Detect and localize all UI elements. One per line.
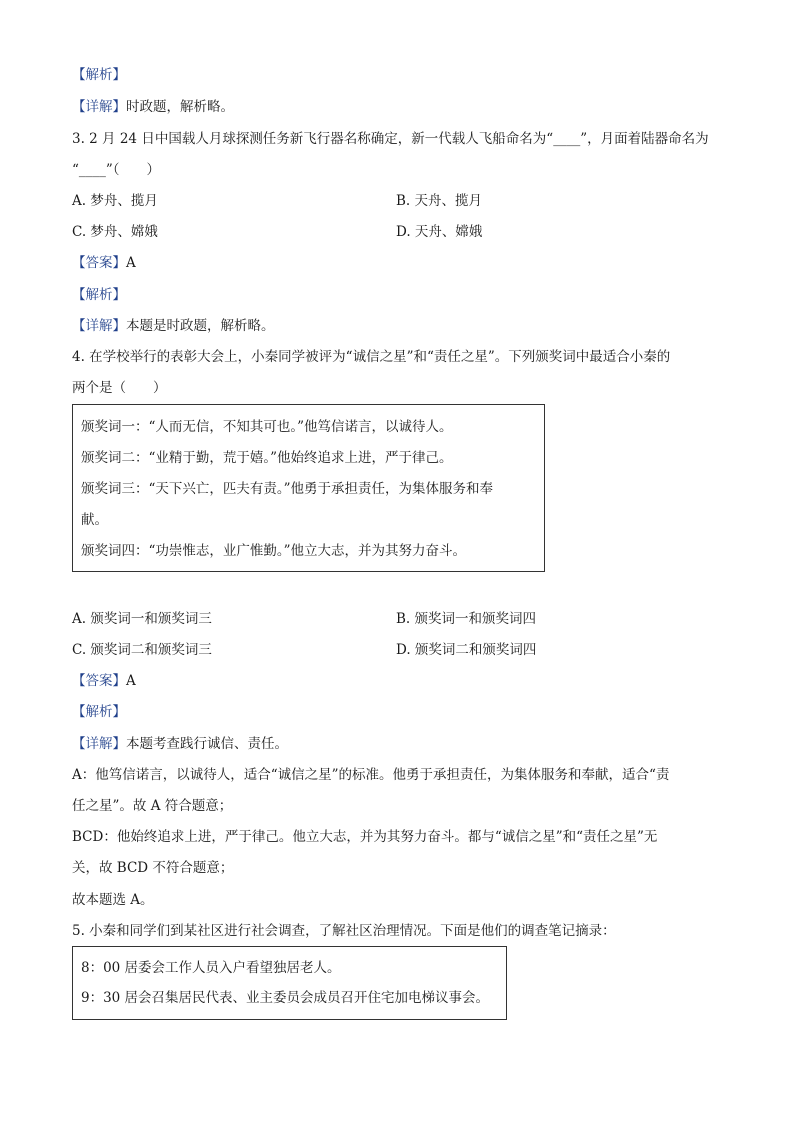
- q3-detail-tag: 【详解】: [72, 318, 126, 334]
- q4-stem-line1: 4. 在学校举行的表彰大会上，小秦同学被评为“诚信之星”和“责任之星”。下列颁奖词中最适合小秦的: [72, 349, 671, 365]
- q4-box-line4: 献。: [81, 512, 108, 528]
- q4-detail-text: 本题考查践行诚信、责任。: [126, 736, 288, 752]
- q3-stem-line1: 3. 2 月 24 日中国载人月球探测任务新飞行器名称确定，新一代载人飞船命名为“____”，月面着陆器命名为: [72, 131, 709, 147]
- q5-box-line1: 8：00 居委会工作人员入户看望独居老人。: [81, 960, 341, 976]
- q4-detail: [72, 734, 288, 754]
- q2-detail-tag: 【详解】: [72, 99, 126, 115]
- q3-answer-tag: 【答案】: [72, 255, 126, 271]
- q3-stem-line2: “____”（ ）: [72, 162, 161, 178]
- q4-box-line2: 颁奖词二：“业精于勤，荒于嬉。”他始终追求上进，严于律己。: [81, 450, 453, 466]
- q4-box-line1: 颁奖词一：“人而无信，不知其可也。”他笃信诺言，以诚待人。: [81, 419, 453, 435]
- q2-detail: [72, 97, 234, 117]
- q2-analysis-tag: 【解析】: [72, 67, 126, 83]
- q3-option-d: D. 天舟、嫦娥: [396, 224, 483, 240]
- q3-option-b: B. 天舟、揽月: [396, 193, 483, 209]
- q3-option-c: C. 梦舟、嫦娥: [72, 224, 158, 240]
- q3-answer: [72, 253, 136, 273]
- q4-answer-tag: 【答案】: [72, 673, 126, 689]
- q4-box-line5: 颁奖词四：“功崇惟志，业广惟勤。”他立大志，并为其努力奋斗。: [81, 543, 467, 559]
- q5-survey-notes-box: [72, 946, 507, 1020]
- q2-detail-text: 时政题，解析略。: [126, 99, 234, 115]
- q4-detail-tag: 【详解】: [72, 736, 126, 752]
- q4-explanation-line4: 关，故 BCD 不符合题意；: [72, 860, 234, 876]
- q4-stem-line2: 两个是（ ）: [72, 380, 167, 396]
- q4-analysis-tag: 【解析】: [72, 704, 126, 720]
- q4-conclusion: 故本题选 A。: [72, 892, 154, 908]
- q3-detail-text: 本题是时政题，解析略。: [126, 318, 275, 334]
- q4-explanation-line3: BCD：他始终追求上进，严于律己。他立大志，并为其努力奋斗。都与“诚信之星”和“责任之星”无: [72, 829, 658, 845]
- q4-answer: [72, 671, 136, 691]
- q4-explanation-line1: A：他笃信诺言，以诚待人，适合“诚信之星”的标准。他勇于承担责任，为集体服务和奉献，适合“责: [72, 767, 670, 783]
- q4-answer-value: A: [126, 673, 136, 689]
- q4-option-c: C. 颁奖词二和颁奖词三: [72, 642, 212, 658]
- q4-award-speech-box: [72, 404, 545, 572]
- q4-option-a: A. 颁奖词一和颁奖词三: [72, 611, 212, 627]
- q3-answer-value: A: [126, 255, 136, 271]
- q3-option-a: A. 梦舟、揽月: [72, 193, 158, 209]
- q3-analysis-tag: 【解析】: [72, 287, 126, 303]
- q5-box-line2: 9：30 居会召集居民代表、业主委员会成员召开住宅加电梯议事会。: [81, 990, 490, 1006]
- q3-detail: [72, 316, 275, 336]
- q4-explanation-line2: 任之星”。故 A 符合题意；: [72, 798, 233, 814]
- q4-option-b: B. 颁奖词一和颁奖词四: [396, 611, 537, 627]
- q4-option-d: D. 颁奖词二和颁奖词四: [396, 642, 537, 658]
- q4-box-line3: 颁奖词三：“天下兴亡，匹夫有责。”他勇于承担责任，为集体服务和奉: [81, 481, 494, 497]
- q5-stem-line1: 5. 小秦和同学们到某社区进行社会调查，了解社区治理情况。下面是他们的调查笔记摘录：: [72, 923, 616, 939]
